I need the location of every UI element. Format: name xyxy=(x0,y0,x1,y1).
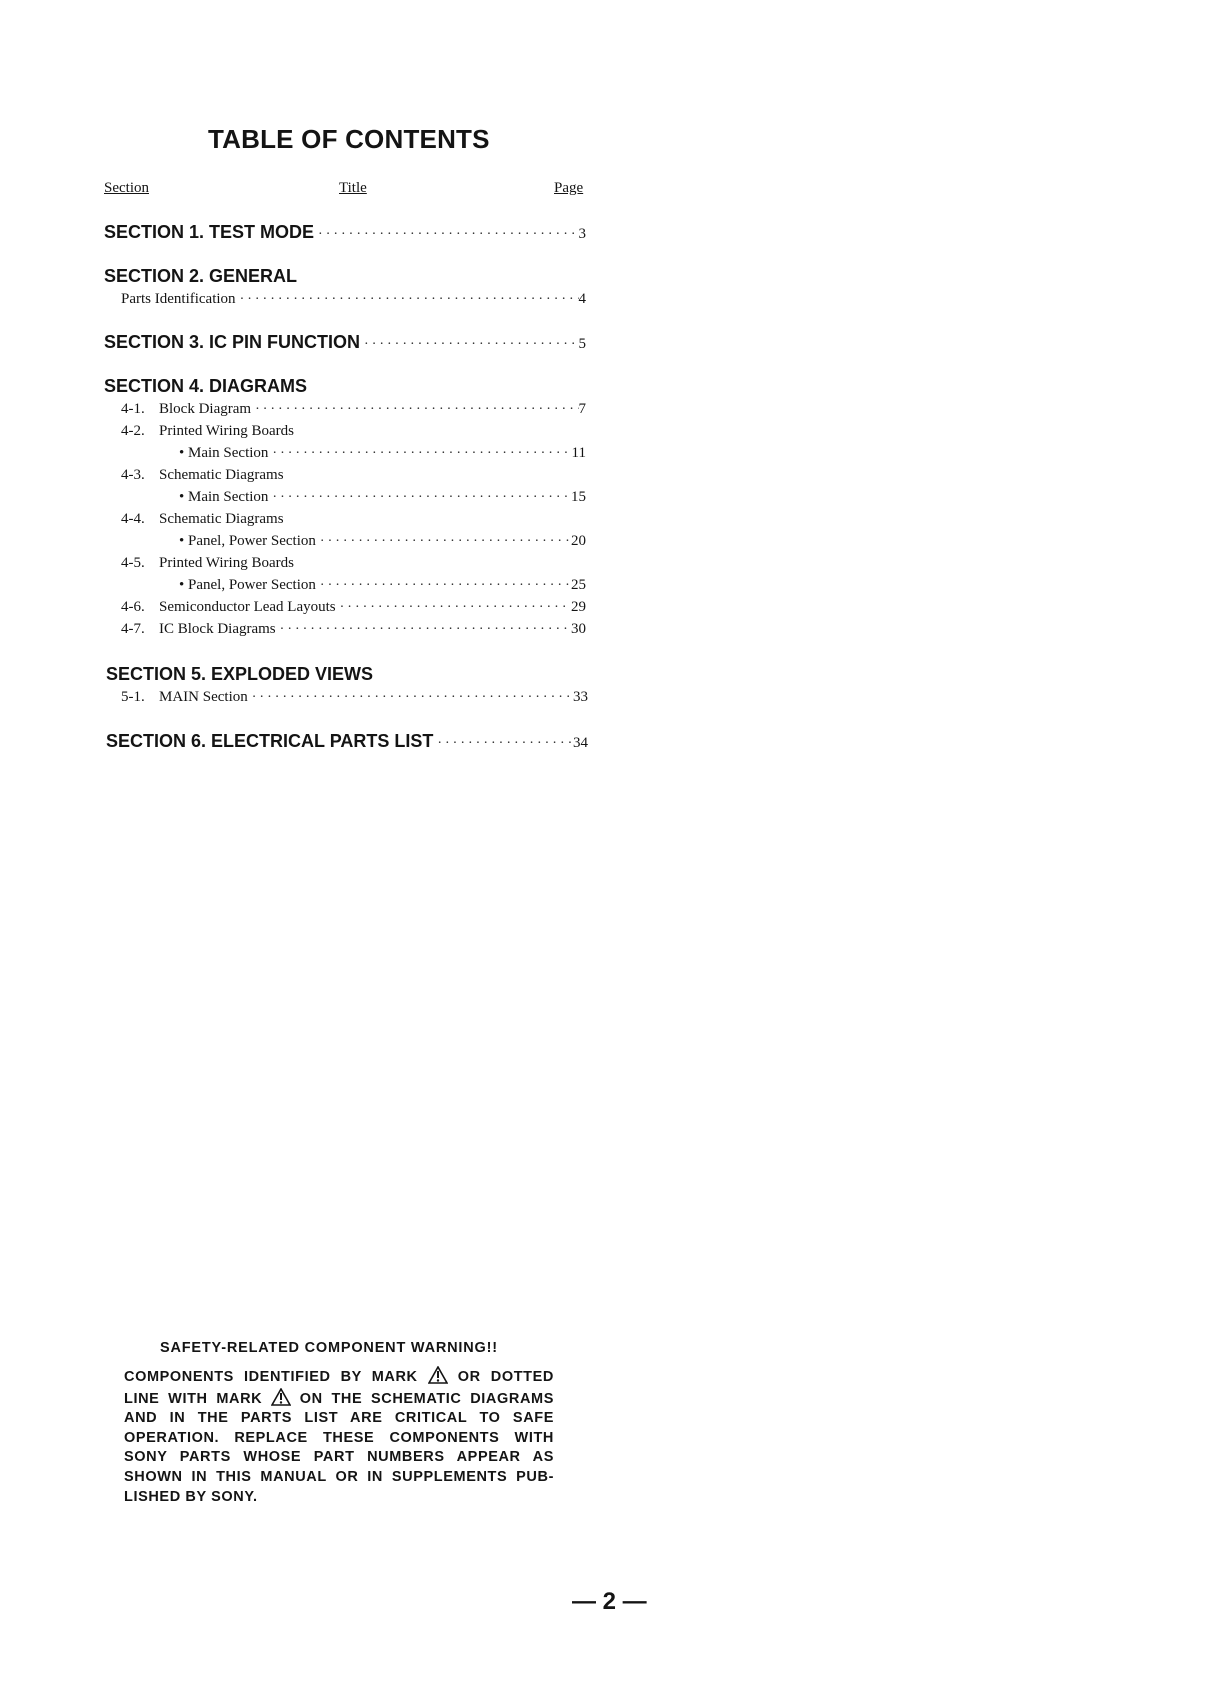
section-heading: SECTION 3. IC PIN FUNCTION xyxy=(104,332,361,352)
item-label: MAIN Section xyxy=(159,689,248,705)
item-label: • Main Section xyxy=(179,445,269,461)
toc-section-4[interactable] xyxy=(104,376,586,397)
page-ref: 15 xyxy=(571,489,586,505)
toc-item[interactable] xyxy=(121,577,586,594)
item-number: 4-4. xyxy=(121,511,145,527)
warning-text: OR DOTTED xyxy=(457,1369,554,1385)
toc-item[interactable] xyxy=(121,467,586,484)
toc-section-5[interactable] xyxy=(106,664,588,685)
toc-item[interactable] xyxy=(121,511,586,528)
page-title: TABLE OF CONTENTS xyxy=(208,124,490,154)
item-label: • Main Section xyxy=(179,489,269,505)
item-label: Schematic Diagrams xyxy=(159,467,284,483)
toc-item[interactable] xyxy=(121,401,586,418)
page-ref: 25 xyxy=(571,577,586,593)
toc-item[interactable] xyxy=(121,555,586,572)
warning-text: COMPONENTS IDENTIFIED BY MARK xyxy=(124,1369,418,1385)
section-heading: SECTION 1. TEST MODE xyxy=(104,222,315,242)
leader-dots xyxy=(336,600,571,616)
page-ref: 3 xyxy=(578,226,586,242)
column-header-section: Section xyxy=(104,180,149,196)
item-label: Printed Wiring Boards xyxy=(159,423,294,439)
leader-dots xyxy=(251,402,578,418)
leader-dots xyxy=(268,446,571,462)
page-ref: 33 xyxy=(573,689,588,705)
toc-section-1[interactable] xyxy=(104,222,586,243)
page-ref: 4 xyxy=(578,291,586,307)
warning-line: LISHED BY SONY. xyxy=(124,1488,258,1505)
section-heading: SECTION 2. GENERAL xyxy=(104,266,298,286)
item-number: 4-5. xyxy=(121,555,145,571)
item-label: Parts Identification xyxy=(121,291,236,307)
page-ref: 34 xyxy=(573,735,588,751)
warning-line: SHOWN IN THIS MANUAL OR IN SUPPLEMENTS PUB- xyxy=(124,1468,554,1485)
leader-dots xyxy=(433,736,573,752)
warning-triangle-icon xyxy=(271,1388,291,1406)
item-label: Schematic Diagrams xyxy=(159,511,284,527)
page-ref: 11 xyxy=(571,445,586,461)
toc-item[interactable] xyxy=(121,689,588,706)
page-number: — 2 — xyxy=(572,1588,647,1615)
leader-dots xyxy=(248,690,573,706)
page-ref: 29 xyxy=(571,599,586,615)
column-header-page: Page xyxy=(554,180,584,196)
warning-line: OPERATION. REPLACE THESE COMPONENTS WITH xyxy=(124,1429,554,1446)
section-heading: SECTION 4. DIAGRAMS xyxy=(104,376,308,396)
section-heading: SECTION 5. EXPLODED VIEWS xyxy=(106,664,374,684)
toc-item[interactable] xyxy=(121,423,586,440)
toc-item[interactable] xyxy=(121,599,586,616)
item-number: 4-2. xyxy=(121,423,145,439)
item-number: 4-6. xyxy=(121,599,145,615)
toc-item[interactable] xyxy=(121,621,586,638)
warning-triangle-icon xyxy=(428,1366,448,1384)
leader-dots xyxy=(236,292,579,308)
leader-dots xyxy=(360,337,578,353)
leader-dots xyxy=(276,622,571,638)
item-label: IC Block Diagrams xyxy=(159,621,276,637)
toc-section-2[interactable] xyxy=(104,266,586,287)
item-number: 4-7. xyxy=(121,621,145,637)
warning-text: ON THE SCHEMATIC DIAGRAMS xyxy=(299,1390,554,1407)
item-label: • Panel, Power Section xyxy=(179,533,316,549)
toc-item[interactable] xyxy=(121,291,586,308)
item-label: Semiconductor Lead Layouts xyxy=(159,599,336,615)
item-number: 5-1. xyxy=(121,689,145,705)
leader-dots xyxy=(314,227,578,243)
toc-item[interactable] xyxy=(121,489,586,506)
warning-body xyxy=(124,1366,554,1507)
item-label: Block Diagram xyxy=(159,401,252,417)
leader-dots xyxy=(268,490,571,506)
toc-section-6[interactable] xyxy=(106,731,588,752)
item-label: Printed Wiring Boards xyxy=(159,555,294,571)
item-number: 4-3. xyxy=(121,467,145,483)
warning-line: SONY PARTS WHOSE PART NUMBERS APPEAR AS xyxy=(124,1449,554,1466)
warning-line xyxy=(124,1388,554,1410)
warning-text: LINE WITH MARK xyxy=(124,1390,263,1407)
toc-item[interactable] xyxy=(121,445,586,462)
leader-dots xyxy=(316,534,571,550)
page-ref: 20 xyxy=(571,533,586,549)
item-number: 4-1. xyxy=(121,401,145,417)
warning-line: AND IN THE PARTS LIST ARE CRITICAL TO SAFE xyxy=(124,1410,554,1427)
item-label: • Panel, Power Section xyxy=(179,577,316,593)
column-header-title: Title xyxy=(339,180,367,196)
toc-item[interactable] xyxy=(121,533,586,550)
page-ref: 30 xyxy=(571,621,586,637)
warning-title: SAFETY-RELATED COMPONENT WARNING!! xyxy=(160,1340,498,1356)
section-heading: SECTION 6. ELECTRICAL PARTS LIST xyxy=(106,731,434,751)
warning-line xyxy=(124,1366,554,1388)
page-ref: 7 xyxy=(578,401,586,417)
leader-dots xyxy=(316,578,571,594)
toc-section-3[interactable] xyxy=(104,332,586,353)
page-ref: 5 xyxy=(578,336,586,352)
